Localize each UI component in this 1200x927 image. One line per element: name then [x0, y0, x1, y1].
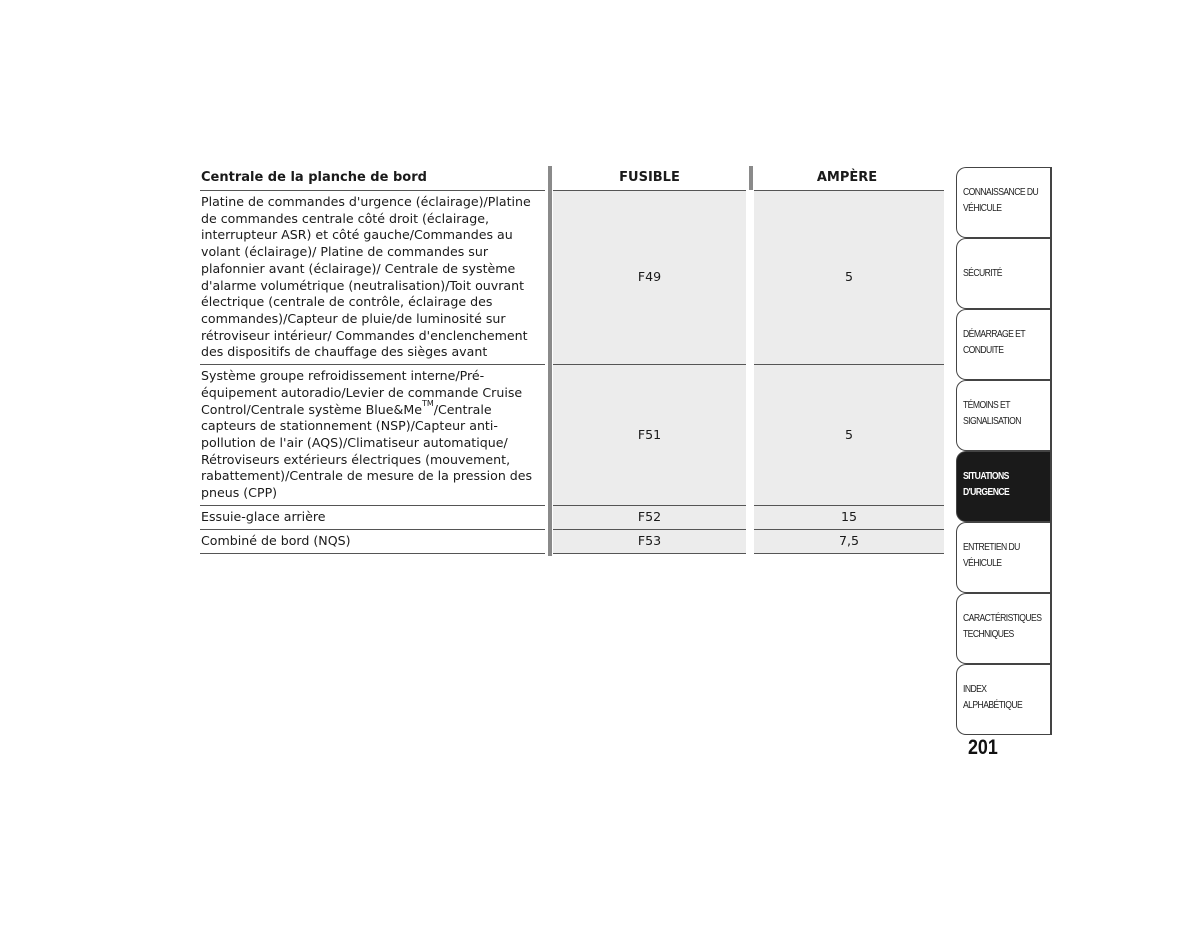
tab-entretien-du-vehicule[interactable] [956, 522, 1052, 593]
tab-index-alphabetique[interactable] [956, 664, 1052, 735]
trademark-superscript: TM [421, 399, 434, 409]
chapter-tabs [956, 167, 1052, 735]
row-fuse: F52 [549, 506, 750, 530]
tab-label-line: TECHNIQUES [963, 628, 1014, 640]
column-header-zone: Centrale de la planche de bord [200, 166, 549, 191]
tab-label-line: SÉCURITÉ [963, 267, 1002, 279]
row-fuse: F49 [549, 191, 750, 365]
tab-label-line: D'URGENCE [963, 486, 1010, 498]
column-header-fuse: FUSIBLE [549, 166, 750, 191]
tab-label-line: SITUATIONS [963, 470, 1009, 482]
row-fuse: F53 [549, 530, 750, 554]
tab-label-line: CONNAISSANCE DU [963, 186, 1039, 198]
table-row [200, 191, 944, 365]
tab-label-line: DÉMARRAGE ET [963, 328, 1026, 340]
row-amp: 5 [750, 365, 944, 506]
row-description: Platine de commandes d'urgence (éclairage)/Platine de commandes centrale côté droit (éclairage, interrupteur ASR) et côté gauche/Commandes au volant (éclairage)/ Platine de commandes sur plafonnier avant (éclairage)/ Centrale de système d'alarme volumétrique (neutralisation)/Toit ouvrant électrique (centrale de contrôle, éclairage des commandes)/Capteur de pluie/de luminosité sur rétroviseur intérieur/ Commandes d'enclenchement des dispositifs de chauffage des sièges avant [200, 191, 549, 365]
tab-situations-d-urgence[interactable] [956, 451, 1052, 522]
row-fuse: F51 [549, 365, 750, 506]
page-number: 201 [968, 736, 998, 759]
tab-temoins-et-signalisation[interactable] [956, 380, 1052, 451]
tab-securite[interactable] [956, 238, 1052, 309]
table-row [200, 506, 944, 530]
column-header-amp: AMPÈRE [750, 166, 944, 191]
table-header-row [200, 166, 944, 191]
table-row [200, 530, 944, 554]
tab-label-line: ALPHABÉTIQUE [963, 699, 1023, 711]
tab-connaissance-du-vehicule[interactable] [956, 167, 1052, 238]
row-amp: 7,5 [750, 530, 944, 554]
tab-caracteristiques-techniques[interactable] [956, 593, 1052, 664]
tab-label-line: TÉMOINS ET [963, 399, 1010, 411]
tab-label-line: VÉHICULE [963, 557, 1002, 569]
row-amp: 15 [750, 506, 944, 530]
row-description [200, 365, 549, 506]
row-description: Essuie-glace arrière [200, 506, 549, 530]
tab-label-line: CONDUITE [963, 344, 1004, 356]
fuse-table [200, 166, 944, 554]
row-description-part: /Centrale capteurs de stationnement (NSP)/Capteur anti- pollution de l'air (AQS)/Climatiseur automatique/ Rétroviseurs extérieurs électriques (mouvement, rabattement)/Centrale de mesure de la pression des pneus (CPP) [201, 401, 533, 501]
column-separator [548, 166, 552, 556]
tab-demarrage-et-conduite[interactable] [956, 309, 1052, 380]
table-row [200, 365, 944, 506]
tab-label-line: ENTRETIEN DU [963, 541, 1020, 553]
tab-label-line: CARACTÉRISTIQUES [963, 612, 1042, 624]
tab-label-line: VÉHICULE [963, 202, 1002, 214]
column-separator [749, 166, 753, 190]
row-description: Combiné de bord (NQS) [200, 530, 549, 554]
tab-label-line: SIGNALISATION [963, 415, 1021, 427]
tab-label-line: INDEX [963, 683, 987, 695]
row-amp: 5 [750, 191, 944, 365]
row-description-part: Système groupe refroidissement interne/Pré- équipement autoradio/Levier de commande Cruise Control/Centrale système Blue&Me [201, 368, 523, 417]
